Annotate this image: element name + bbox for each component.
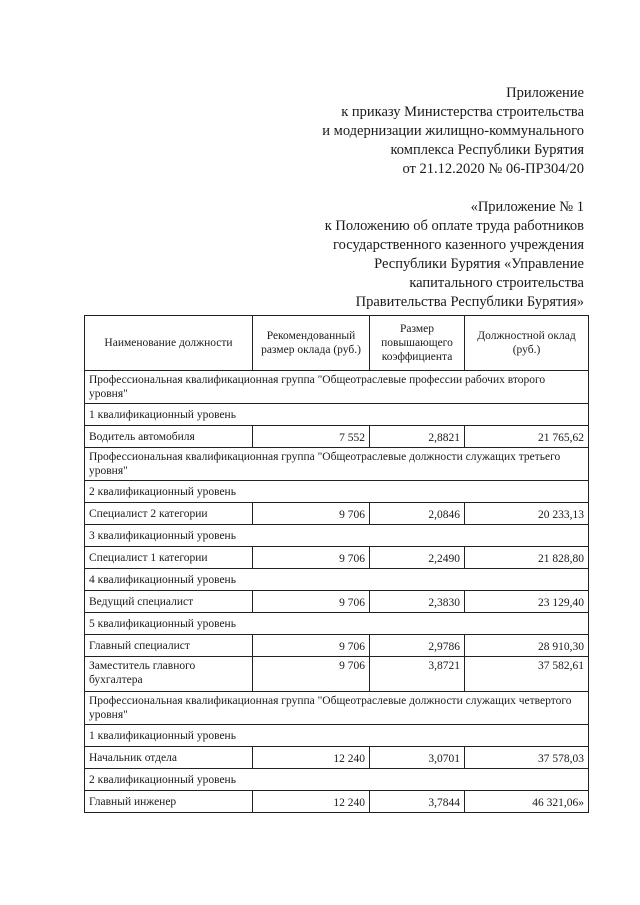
position-name: Заместитель главного бухгалтера <box>85 657 253 692</box>
table-row <box>85 547 589 569</box>
official-salary: 20 233,13 <box>465 503 589 525</box>
group-title: Профессиональная квалификационная группа "Общеотраслевые профессии рабочих второго уровня" <box>85 371 589 404</box>
level-title: 4 квалификационный уровень <box>85 569 589 591</box>
coefficient: 3,7844 <box>370 791 465 813</box>
qualification-level-row <box>85 404 589 426</box>
subheader-line: «Приложение № 1 <box>470 199 584 215</box>
column-header-official-salary: Должностной оклад (руб.) <box>465 316 589 371</box>
level-title: 2 квалификационный уровень <box>85 481 589 503</box>
qualification-level-row <box>85 613 589 635</box>
coefficient: 2,2490 <box>370 547 465 569</box>
official-salary: 46 321,06» <box>465 791 589 813</box>
qualification-level-row <box>85 569 589 591</box>
position-name: Главный специалист <box>85 635 253 657</box>
base-salary: 7 552 <box>253 426 370 448</box>
subheader-line: государственного казенного учреждения <box>333 237 584 253</box>
coefficient: 2,0846 <box>370 503 465 525</box>
position-name: Ведущий специалист <box>85 591 253 613</box>
regulation-header <box>325 198 584 312</box>
subheader-line: Правительства Республики Бурятия» <box>355 294 584 310</box>
qualification-level-row <box>85 725 589 747</box>
qualification-group-row <box>85 692 589 725</box>
coefficient: 2,8821 <box>370 426 465 448</box>
group-title: Профессиональная квалификационная группа "Общеотраслевые должности служащих третьего уровня" <box>85 448 589 481</box>
coefficient: 2,3830 <box>370 591 465 613</box>
salary-table <box>84 315 589 813</box>
official-salary: 28 910,30 <box>465 635 589 657</box>
order-header <box>322 84 584 179</box>
official-salary: 23 129,40 <box>465 591 589 613</box>
level-title: 2 квалификационный уровень <box>85 769 589 791</box>
base-salary: 9 706 <box>253 657 370 692</box>
header-line: и модернизации жилищно-коммунального <box>322 123 584 139</box>
official-salary: 21 765,62 <box>465 426 589 448</box>
subheader-line: капитального строительства <box>409 275 584 291</box>
level-title: 1 квалификационный уровень <box>85 404 589 426</box>
level-title: 3 квалификационный уровень <box>85 525 589 547</box>
base-salary: 9 706 <box>253 635 370 657</box>
position-name: Специалист 2 категории <box>85 503 253 525</box>
column-header-base-salary: Рекомендованный размер оклада (руб.) <box>253 316 370 371</box>
table-row <box>85 791 589 813</box>
header-line: к приказу Министерства строительства <box>341 104 584 120</box>
coefficient: 3,8721 <box>370 657 465 692</box>
table-row <box>85 635 589 657</box>
qualification-level-row <box>85 481 589 503</box>
coefficient: 3,0701 <box>370 747 465 769</box>
header-line: комплекса Республики Бурятия <box>390 142 584 158</box>
position-name: Водитель автомобиля <box>85 426 253 448</box>
official-salary: 37 578,03 <box>465 747 589 769</box>
base-salary: 12 240 <box>253 747 370 769</box>
table-row <box>85 591 589 613</box>
base-salary: 9 706 <box>253 503 370 525</box>
subheader-line: к Положению об оплате труда работников <box>324 218 584 234</box>
base-salary: 12 240 <box>253 791 370 813</box>
qualification-group-row <box>85 448 589 481</box>
header-line: Приложение <box>506 85 584 101</box>
position-name: Специалист 1 категории <box>85 547 253 569</box>
official-salary: 37 582,61 <box>465 657 589 692</box>
official-salary: 21 828,80 <box>465 547 589 569</box>
qualification-group-row <box>85 371 589 404</box>
column-header-position: Наименование должности <box>85 316 253 371</box>
base-salary: 9 706 <box>253 591 370 613</box>
base-salary: 9 706 <box>253 547 370 569</box>
table-body <box>85 371 589 813</box>
group-title: Профессиональная квалификационная группа "Общеотраслевые должности служащих четвертого уровня" <box>85 692 589 725</box>
column-header-coefficient: Размер повышающего коэффициента <box>370 316 465 371</box>
table-row <box>85 747 589 769</box>
table-row <box>85 426 589 448</box>
table-row <box>85 503 589 525</box>
level-title: 5 квалификационный уровень <box>85 613 589 635</box>
qualification-level-row <box>85 525 589 547</box>
position-name: Главный инженер <box>85 791 253 813</box>
subheader-line: Республики Бурятия «Управление <box>374 256 584 272</box>
coefficient: 2,9786 <box>370 635 465 657</box>
level-title: 1 квалификационный уровень <box>85 725 589 747</box>
position-name: Начальник отдела <box>85 747 253 769</box>
header-line: от 21.12.2020 № 06-ПР304/20 <box>402 161 584 177</box>
table-row <box>85 657 589 692</box>
qualification-level-row <box>85 769 589 791</box>
table-header-row <box>85 316 589 371</box>
